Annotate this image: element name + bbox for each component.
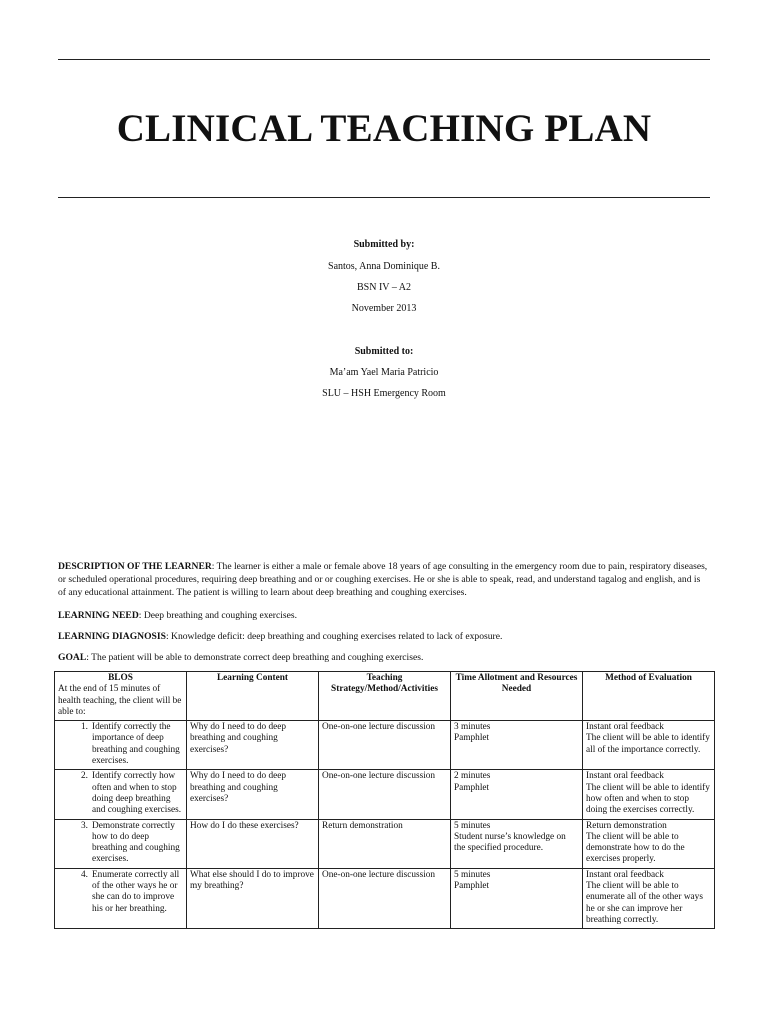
blos-title: BLOS	[108, 673, 133, 683]
evaluation-text: The client will be able to demonstrate how to do the exercises properly.	[586, 831, 685, 865]
table-row	[55, 868, 715, 928]
page-title: CLINICAL TEACHING PLAN	[116, 107, 652, 150]
objective-number: 4.	[81, 869, 88, 880]
bottom-rule	[58, 197, 710, 198]
header-strategy: Teaching Strategy/Method/Activities	[319, 672, 451, 721]
time-cell	[451, 721, 583, 770]
learner-text: : The learner is either a male or female above 18 years of age consulting in the emergency room due to pain, respiratory diseases, or scheduled operational procedures, requiring deep breathing and or or coughing exercises. He or she is able to speak, read, and understand tagalog and english, and is of any educational attainment. The patient is willing to learn about deep breathing and coughing exercises.	[58, 561, 708, 598]
resource-needed: Pamphlet	[454, 881, 490, 892]
learning-diagnosis	[58, 630, 710, 643]
objective-text: Identify correctly how often and when to stop doing deep breathing and coughing exercises.	[92, 771, 182, 816]
strategy-cell: One-on-one lecture discussion	[319, 721, 451, 770]
evaluation-method: Instant oral feedback	[586, 722, 664, 733]
strategy-cell: Return demonstration	[319, 819, 451, 868]
time-allotment: 5 minutes	[454, 820, 491, 831]
objective-number: 1.	[81, 722, 88, 733]
objective-number: 2.	[81, 771, 88, 782]
content-cell: Why do I need to do deep breathing and coughing exercises?	[187, 721, 319, 770]
time-cell	[451, 770, 583, 819]
evaluation-text: The client will be able to identify how often and when to stop doing the exercises correctly.	[586, 782, 710, 816]
submission-date: November 2013	[351, 303, 417, 314]
evaluation-text: The client will be able to enumerate all of the other ways he or she can improve her breathing correctly.	[586, 881, 703, 925]
time-cell	[451, 868, 583, 928]
objective-text: Demonstrate correctly how to do deep breathing and coughing exercises.	[92, 820, 180, 865]
need-label: LEARNING NEED	[58, 610, 139, 621]
evaluation-method: Instant oral feedback	[586, 771, 664, 782]
evaluation-cell	[583, 770, 715, 819]
objective-number: 3.	[81, 820, 88, 831]
diagnosis-label: LEARNING DIAGNOSIS	[58, 631, 166, 642]
goal-text: : The patient will be able to demonstrate correct deep breathing and coughing exercises.	[86, 652, 424, 663]
recipient-name: Ma’am Yael Maria Patricio	[329, 367, 439, 378]
top-rule	[58, 59, 710, 60]
need-text: : Deep breathing and coughing exercises.	[138, 610, 298, 621]
evaluation-method: Instant oral feedback	[586, 869, 664, 880]
header-evaluation: Method of Evaluation	[583, 672, 715, 721]
strategy-cell: One-on-one lecture discussion	[319, 770, 451, 819]
objective-cell	[55, 868, 187, 928]
table-row	[55, 721, 715, 770]
learner-label: DESCRIPTION OF THE LEARNER	[58, 561, 212, 572]
recipient-place: SLU – HSH Emergency Room	[322, 388, 446, 399]
table-row	[55, 819, 715, 868]
submitted-to-label: Submitted to:	[354, 346, 414, 357]
evaluation-method: Return demonstration	[586, 820, 667, 831]
blos-intro: At the end of 15 minutes of health teaching, the client will be able to:	[58, 684, 182, 717]
resource-needed: Pamphlet	[454, 733, 490, 744]
goal-label: GOAL	[58, 652, 87, 663]
time-allotment: 2 minutes	[454, 771, 491, 782]
time-allotment: 5 minutes	[454, 869, 491, 880]
header-content: Learning Content	[187, 672, 319, 721]
header-blos	[55, 672, 187, 721]
submitter-name: Santos, Anna Dominique B.	[328, 261, 440, 272]
diagnosis-text: : Knowledge deficit: deep breathing and coughing exercises related to lack of exposure.	[165, 631, 503, 642]
evaluation-text: The client will be able to identify all of the importance correctly.	[586, 733, 710, 755]
submitted-by-label: Submitted by:	[353, 239, 415, 250]
evaluation-cell	[583, 721, 715, 770]
resource-needed: Pamphlet	[454, 782, 490, 793]
resource-needed: Student nurse’s knowledge on the specified procedure.	[454, 831, 566, 854]
objective-cell	[55, 721, 187, 770]
time-cell	[451, 819, 583, 868]
learning-need	[58, 609, 710, 622]
content-cell: How do I do these exercises?	[187, 819, 319, 868]
time-allotment: 3 minutes	[454, 722, 491, 733]
content-cell: Why do I need to do deep breathing and coughing exercises?	[187, 770, 319, 819]
teaching-plan-table	[54, 671, 715, 929]
goal	[58, 651, 710, 664]
table-header-row	[55, 672, 715, 721]
header-time: Time Allotment and Resources Needed	[451, 672, 583, 721]
evaluation-cell	[583, 868, 715, 928]
submitter-section: BSN IV – A2	[357, 282, 411, 293]
objective-text: Enumerate correctly all of the other ways he or she can do to improve his or her breathing.	[92, 869, 180, 914]
evaluation-cell	[583, 819, 715, 868]
table-row	[55, 770, 715, 819]
objective-cell	[55, 819, 187, 868]
objective-text: Identify correctly the importance of deep breathing and coughing exercises.	[92, 722, 180, 767]
content-cell: What else should I do to improve my breathing?	[187, 868, 319, 928]
learner-description	[58, 560, 710, 599]
objective-cell	[55, 770, 187, 819]
strategy-cell: One-on-one lecture discussion	[319, 868, 451, 928]
